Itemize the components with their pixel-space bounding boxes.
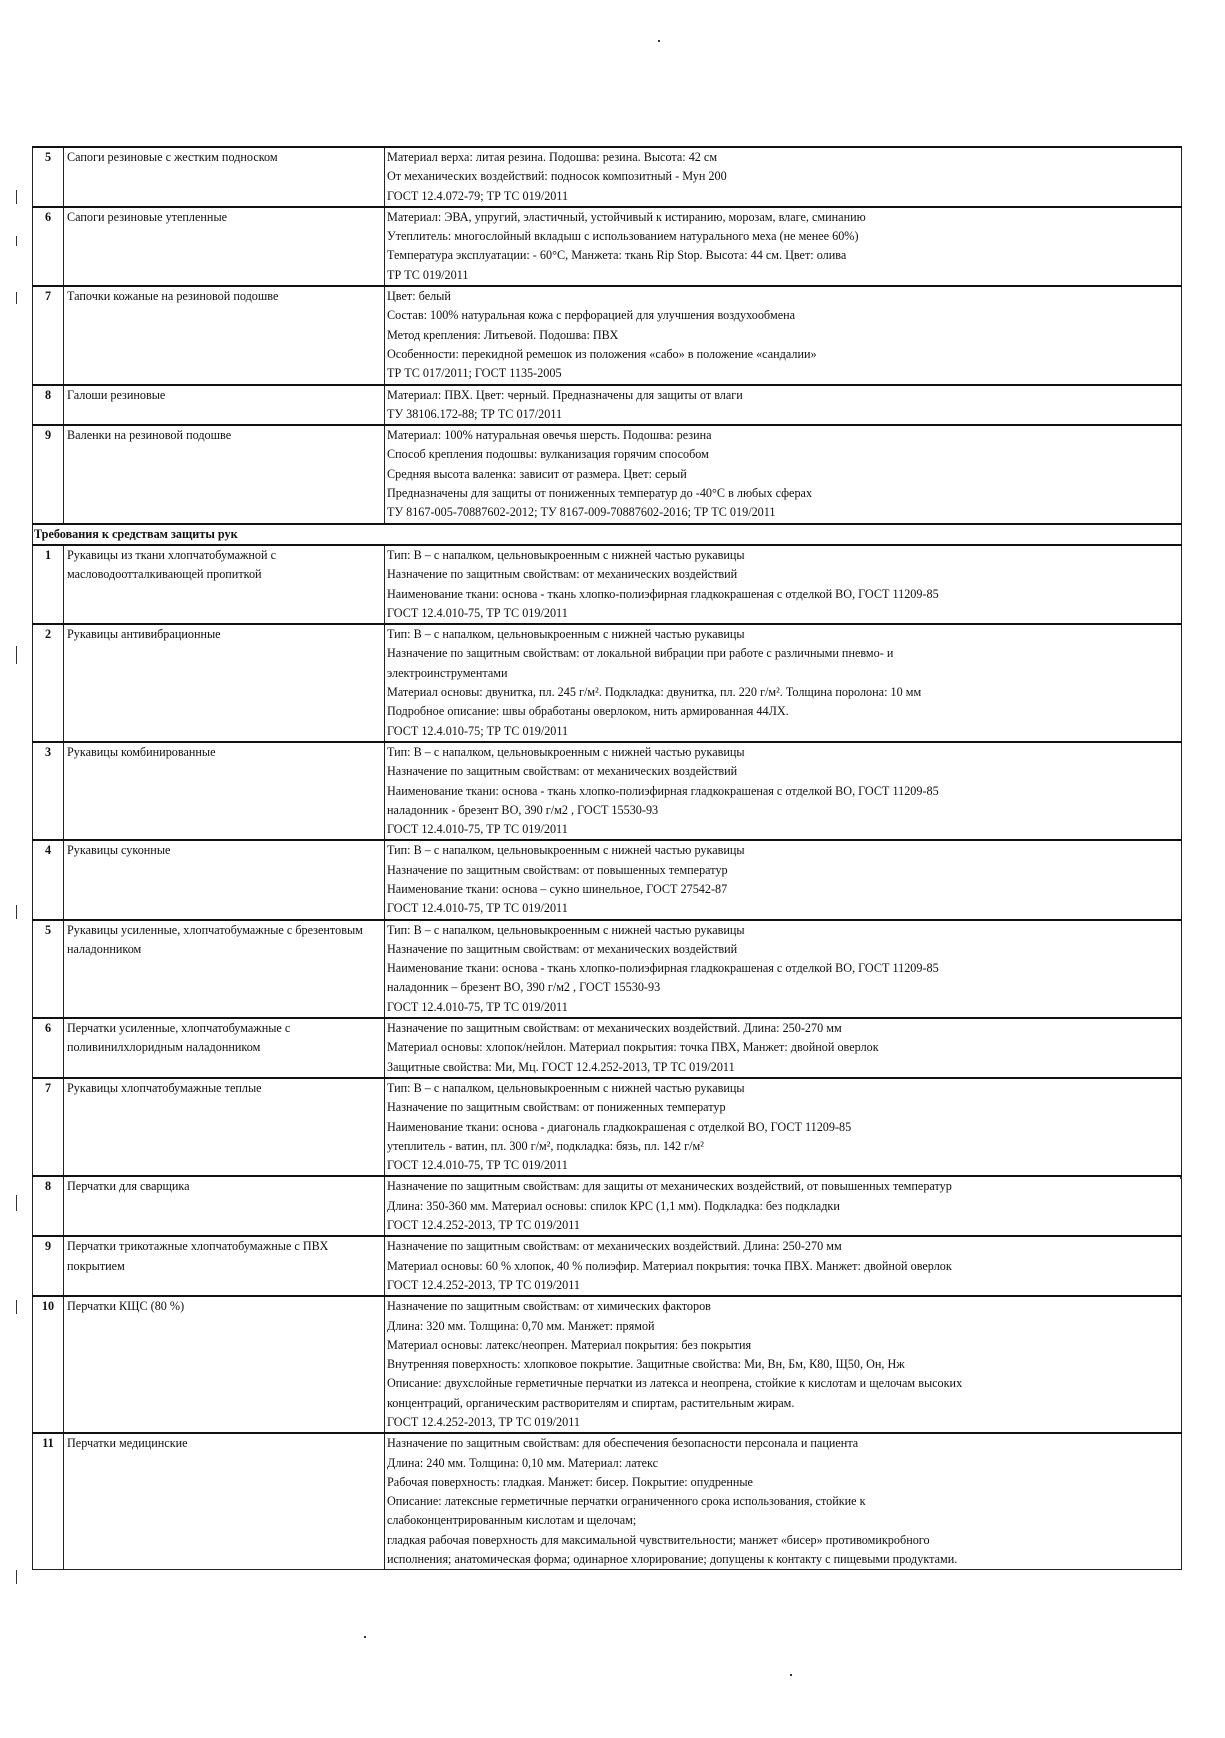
item-specification xyxy=(385,1176,1182,1236)
item-name: Рукавицы суконные xyxy=(64,840,385,919)
spec-line: слабоконцентрированным кислотам и щелочам; xyxy=(387,1513,637,1528)
item-specification xyxy=(385,1296,1182,1433)
hand-protection-item-row xyxy=(33,1433,1182,1570)
spec-line: ГОСТ 12.4.010-75, ТР ТС 019/2011 xyxy=(387,901,568,916)
spec-line: Наименование ткани: основа - ткань хлопко-полиэфирная гладкокрашеная с отделкой ВО, ГОСТ 11209-85 xyxy=(387,586,939,601)
spec-line: Длина: 320 мм. Толщина: 0,70 мм. Манжет: прямой xyxy=(387,1318,655,1333)
scan-margin-mark xyxy=(16,236,17,246)
spec-line: Материал основы: хлопок/нейлон. Материал покрытия: точка ПВХ, Манжет: двойной оверлок xyxy=(387,1040,879,1055)
spec-line: ГОСТ 12.4.252-2013, ТР ТС 019/2011 xyxy=(387,1218,580,1233)
hand-protection-item-row xyxy=(33,624,1182,742)
spec-line: Назначение по защитным свойствам: от механических воздействий xyxy=(387,764,738,779)
hands-section xyxy=(33,545,1182,1570)
spec-line: ГОСТ 12.4.072-79; ТР ТС 019/2011 xyxy=(387,188,569,203)
spec-line: ГОСТ 12.4.010-75, ТР ТС 019/2011 xyxy=(387,999,568,1014)
item-specification xyxy=(385,1236,1182,1296)
spec-line: Материал основы: двунитка, пл. 245 г/м². Подкладка: двунитка, пл. 220 г/м². Толщина поролона: 10 мм xyxy=(387,685,922,700)
spec-line: исполнения; анатомическая форма; одинарное хлорирование; допущены к контакту с пищевыми продуктами. xyxy=(387,1552,958,1567)
spec-line: Материал основы: латекс/неопрен. Материал покрытия: без покрытия xyxy=(387,1337,752,1352)
spec-line: Способ крепления подошвы: вулканизация горячим способом xyxy=(387,447,709,462)
spec-line: утеплитель - ватин, пл. 300 г/м², подкладка: бязь, пл. 142 г/м² xyxy=(387,1138,704,1153)
spec-line: Длина: 240 мм. Толщина: 0,10 мм. Материал: латекс xyxy=(387,1455,659,1470)
spec-line: Материал: 100% натуральная овечья шерсть. Подошва: резина xyxy=(387,428,712,443)
spec-line: Наименование ткани: основа - диагональ гладкокрашеная с отделкой ВО, ГОСТ 11209-85 xyxy=(387,1119,852,1134)
item-specification xyxy=(385,742,1182,840)
spec-line: Внутренняя поверхность: хлопковое покрытие. Защитные свойства: Ми, Вн, Бм, К80, Щ50, Он, Нж xyxy=(387,1357,905,1372)
item-name: Тапочки кожаные на резиновой подошве xyxy=(64,286,385,384)
spec-line: Назначение по защитным свойствам: от химических факторов xyxy=(387,1299,711,1314)
spec-line: наладонник – брезент ВО, 390 г/м2 , ГОСТ 15530-93 xyxy=(387,980,661,995)
footwear-item-row xyxy=(33,147,1182,207)
hand-protection-item-row xyxy=(33,742,1182,840)
hand-protection-item-row xyxy=(33,1236,1182,1296)
spec-line: Длина: 350-360 мм. Материал основы: спилок КРС (1,1 мм). Подкладка: без подкладки xyxy=(387,1198,840,1213)
spec-line: Наименование ткани: основа - ткань хлопко-полиэфирная гладкокрашеная с отделкой ВО, ГОСТ 11209-85 xyxy=(387,961,939,976)
spec-line: Предназначены для защиты от пониженных температур до -40°С в любых сферах xyxy=(387,486,813,501)
spec-line: Утеплитель: многослойный вкладыш с использованием натурального меха (не менее 60%) xyxy=(387,229,859,244)
item-number: 8 xyxy=(33,1176,64,1236)
hand-protection-item-row xyxy=(33,545,1182,624)
item-name: Перчатки медицинские xyxy=(64,1433,385,1570)
spec-line: концентраций, органическим растворителям и спиртам, растительным жирам. xyxy=(387,1395,795,1410)
hand-protection-item-row xyxy=(33,1018,1182,1078)
item-number: 7 xyxy=(33,1078,64,1176)
item-name: Перчатки КЩС (80 %) xyxy=(64,1296,385,1433)
footwear-item-row xyxy=(33,207,1182,286)
item-name: Рукавицы усиленные, хлопчатобумажные с брезентовым наладонником xyxy=(64,920,385,1018)
item-specification xyxy=(385,147,1182,207)
footwear-item-row xyxy=(33,425,1182,523)
scan-margin-mark xyxy=(16,1570,17,1584)
item-number: 9 xyxy=(33,1236,64,1296)
spec-line: Назначение по защитным свойствам: для защиты от механических воздействий, от повышенных температур xyxy=(387,1179,952,1194)
item-name: Рукавицы из ткани хлопчатобумажной с масловодоотталкивающей пропиткой xyxy=(64,545,385,624)
spec-line: Описание: латексные герметичные перчатки ограниченного срока использования, стойкие к xyxy=(387,1494,866,1509)
scan-speck xyxy=(364,1636,366,1638)
spec-line: Материал верха: литая резина. Подошва: резина. Высота: 42 см xyxy=(387,150,718,164)
spec-line: Описание: двухслойные герметичные перчатки из латекса и неопрена, стойкие к кислотам и щелочам высоких xyxy=(387,1376,963,1391)
item-number: 8 xyxy=(33,385,64,426)
spec-line: Подробное описание: швы обработаны оверлоком, нить армированная 44ЛХ. xyxy=(387,704,789,719)
item-number: 9 xyxy=(33,425,64,523)
spec-line: ГОСТ 12.4.252-2013, ТР ТС 019/2011 xyxy=(387,1415,580,1429)
spec-line: Метод крепления: Литьевой. Подошва: ПВХ xyxy=(387,327,619,342)
item-name: Галоши резиновые xyxy=(64,385,385,426)
hand-protection-item-row xyxy=(33,1296,1182,1433)
hand-protection-item-row xyxy=(33,920,1182,1018)
spec-line: Назначение по защитным свойствам: от механических воздействий xyxy=(387,941,738,956)
spec-line: гладкая рабочая поверхность для максимальной чувствительности; манжет «бисер» противомикробного xyxy=(387,1532,930,1547)
spec-line: Назначение по защитным свойствам: от повышенных температур xyxy=(387,862,728,877)
spec-line: ГОСТ 12.4.010-75, ТР ТС 019/2011 xyxy=(387,1158,568,1173)
spec-line: электроинструментами xyxy=(387,665,508,680)
spec-line: Материал: ПВХ. Цвет: черный. Предназначены для защиты от влаги xyxy=(387,387,743,402)
spec-line: ГОСТ 12.4.010-75; ТР ТС 019/2011 xyxy=(387,723,569,738)
section-title-hands: Требования к средствам защиты рук xyxy=(33,524,1182,545)
hands-section-header xyxy=(33,524,1182,545)
item-number: 6 xyxy=(33,1018,64,1078)
spec-line: Тип: В – с напалком, цельновыкроенным с нижней частью рукавицы xyxy=(387,547,745,562)
spec-line: ТУ 38106.172-88; ТР ТС 017/2011 xyxy=(387,406,563,421)
item-name: Перчатки трикотажные хлопчатобумажные с ПВХ покрытием xyxy=(64,1236,385,1296)
scan-speck xyxy=(790,1674,792,1676)
scan-margin-mark xyxy=(16,646,17,664)
item-specification xyxy=(385,425,1182,523)
item-name: Рукавицы антивибрационные xyxy=(64,624,385,742)
spec-line: Назначение по защитным свойствам: от локальной вибрации при работе с различными пневмо- и xyxy=(387,646,894,661)
footwear-section xyxy=(33,147,1182,524)
item-name: Сапоги резиновые с жестким подноском xyxy=(64,147,385,207)
item-name: Рукавицы комбинированные xyxy=(64,742,385,840)
scan-margin-mark xyxy=(16,190,17,204)
spec-line: ГОСТ 12.4.252-2013, ТР ТС 019/2011 xyxy=(387,1277,580,1292)
hand-protection-item-row xyxy=(33,1078,1182,1176)
spec-line: Тип: В – с напалком, цельновыкроенным с нижней частью рукавицы xyxy=(387,744,745,759)
spec-line: Материал: ЭВА, упругий, эластичный, устойчивый к истиранию, морозам, влаге, сминанию xyxy=(387,209,866,224)
item-specification xyxy=(385,1078,1182,1176)
spec-line: ГОСТ 12.4.010-75, ТР ТС 019/2011 xyxy=(387,822,568,837)
item-number: 2 xyxy=(33,624,64,742)
hand-protection-item-row xyxy=(33,840,1182,919)
spec-line: ТУ 8167-005-70887602-2012; ТУ 8167-009-70887602-2016; ТР ТС 019/2011 xyxy=(387,505,776,520)
spec-line: Тип: В – с напалком, цельновыкроенным с нижней частью рукавицы xyxy=(387,922,745,937)
spec-line: Особенности: перекидной ремешок из положения «сабо» в положение «сандалии» xyxy=(387,346,817,361)
spec-line: Рабочая поверхность: гладкая. Манжет: бисер. Покрытие: опудренные xyxy=(387,1474,753,1489)
item-name: Сапоги резиновые утепленные xyxy=(64,207,385,286)
item-name: Валенки на резиновой подошве xyxy=(64,425,385,523)
item-specification xyxy=(385,545,1182,624)
spec-line: От механических воздействий: подносок композитный - Мун 200 xyxy=(387,169,727,184)
footwear-item-row xyxy=(33,286,1182,384)
item-number: 5 xyxy=(33,920,64,1018)
spec-line: ГОСТ 12.4.010-75, ТР ТС 019/2011 xyxy=(387,605,568,620)
scan-speck xyxy=(658,40,660,42)
spec-line: Тип: В – с напалком, цельновыкроенным с нижней частью рукавицы xyxy=(387,1080,745,1095)
item-number: 7 xyxy=(33,286,64,384)
item-specification xyxy=(385,624,1182,742)
footwear-item-row xyxy=(33,385,1182,426)
spec-line: Защитные свойства: Ми, Мц. ГОСТ 12.4.252-2013, ТР ТС 019/2011 xyxy=(387,1059,735,1074)
item-number: 3 xyxy=(33,742,64,840)
scan-margin-mark xyxy=(16,1300,17,1314)
spec-line: Наименование ткани: основа - ткань хлопко-полиэфирная гладкокрашеная с отделкой ВО, ГОСТ 11209-85 xyxy=(387,783,939,798)
scan-margin-mark xyxy=(16,292,17,304)
item-number: 5 xyxy=(33,147,64,207)
spec-line: ТР ТС 017/2011; ГОСТ 1135-2005 xyxy=(387,366,562,381)
spec-line: Средняя высота валенка: зависит от размера. Цвет: серый xyxy=(387,466,687,481)
spec-line: Температура эксплуатации: - 60°С, Манжета: ткань Rip Stop. Высота: 44 см. Цвет: олива xyxy=(387,248,847,263)
item-specification xyxy=(385,286,1182,384)
spec-line: Назначение по защитным свойствам: от пониженных температур xyxy=(387,1100,726,1115)
item-name: Перчатки для сварщика xyxy=(64,1176,385,1236)
item-specification xyxy=(385,1018,1182,1078)
item-name: Перчатки усиленные, хлопчатобумажные с поливинилхлоридным наладонником xyxy=(64,1018,385,1078)
item-number: 6 xyxy=(33,207,64,286)
spec-line: ТР ТС 019/2011 xyxy=(387,267,469,282)
spec-line: Материал основы: 60 % хлопок, 40 % полиэфир. Материал покрытия: точка ПВХ. Манжет: двойной оверлок xyxy=(387,1258,952,1273)
item-number: 1 xyxy=(33,545,64,624)
ppe-requirements-table xyxy=(32,146,1182,1570)
item-number: 4 xyxy=(33,840,64,919)
spec-line: Наименование ткани: основа – сукно шинельное, ГОСТ 27542-87 xyxy=(387,881,728,896)
scan-speck xyxy=(1180,1177,1182,1179)
spec-line: Цвет: белый xyxy=(387,289,451,304)
spec-line: Тип: В – с напалком, цельновыкроенным с нижней частью рукавицы xyxy=(387,627,745,642)
spec-line: Тип: В – с напалком, цельновыкроенным с нижней частью рукавицы xyxy=(387,843,745,858)
item-specification xyxy=(385,1433,1182,1570)
item-specification xyxy=(385,207,1182,286)
scan-margin-mark xyxy=(16,905,17,919)
scan-margin-mark xyxy=(16,1195,17,1211)
item-name: Рукавицы хлопчатобумажные теплые xyxy=(64,1078,385,1176)
hand-protection-item-row xyxy=(33,1176,1182,1236)
spec-line: Назначение по защитным свойствам: от механических воздействий xyxy=(387,567,738,582)
item-specification xyxy=(385,920,1182,1018)
spec-line: Назначение по защитным свойствам: для обеспечения безопасности персонала и пациента xyxy=(387,1436,859,1451)
item-specification xyxy=(385,840,1182,919)
item-number: 10 xyxy=(33,1296,64,1433)
item-specification xyxy=(385,385,1182,426)
spec-line: Назначение по защитным свойствам: от механических воздействий. Длина: 250-270 мм xyxy=(387,1239,842,1254)
item-number: 11 xyxy=(33,1433,64,1570)
spec-line: наладонник - брезент ВО, 390 г/м2 , ГОСТ 15530-93 xyxy=(387,802,659,817)
spec-line: Назначение по защитным свойствам: от механических воздействий. Длина: 250-270 мм xyxy=(387,1021,842,1036)
spec-line: Состав: 100% натуральная кожа с перфорацией для улучшения воздухообмена xyxy=(387,308,796,323)
